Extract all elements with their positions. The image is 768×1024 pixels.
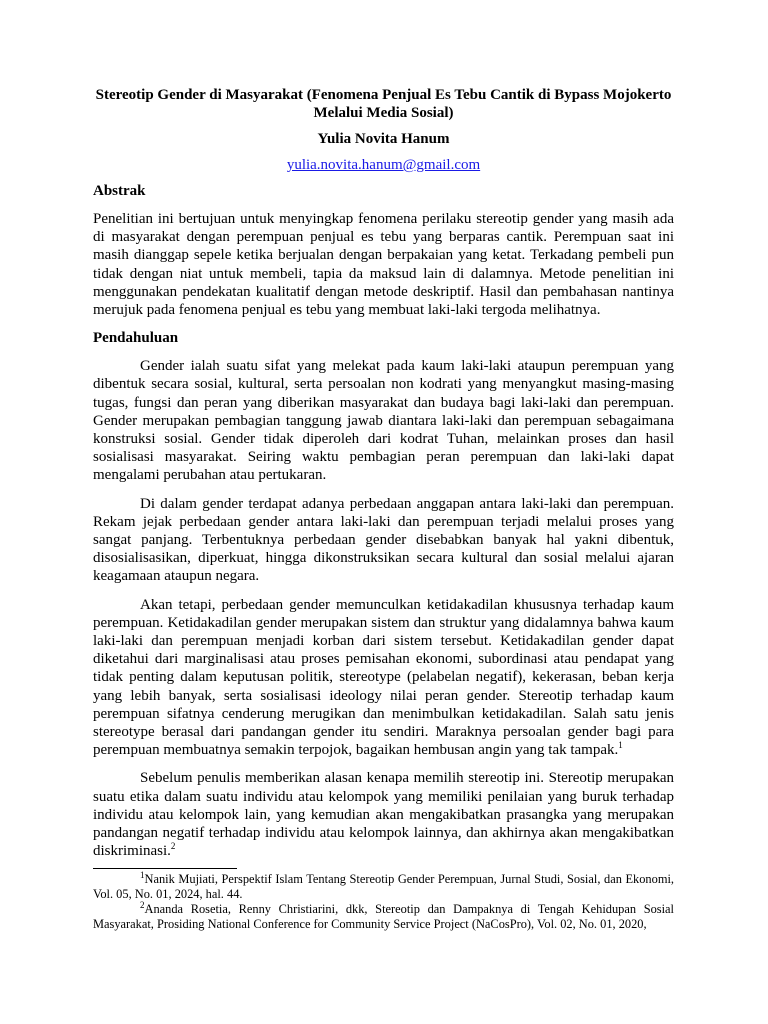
intro-paragraph-4 (93, 769, 674, 860)
footnote-1-number: 1 (140, 869, 145, 880)
intro-paragraph-3 (93, 596, 674, 760)
author-name: Yulia Novita Hanum (317, 131, 450, 147)
intro-paragraph-2: Di dalam gender terdapat adanya perbedaan anggapan antara laki-laki dan perempuan. Rekam jejak perbedaan gender antara laki-laki dan perempuan terjadi melalui proses yang sangat panjang. Terbentuknya perbedaan gender disebabkan banyak hal yakni dibentuk, disosialisasikan, diperkuat, hingga dikonstruksikan secara kultural dan sosial melalui ajaran keagamaan ataupun negara. (93, 495, 674, 585)
footnote-2 (93, 899, 674, 932)
intro-heading: Pendahuluan (93, 330, 179, 347)
paper-title: Stereotip Gender di Masyarakat (Fenomena Penjual Es Tebu Cantik di Bypass Mojokerto Melalui Media Sosial) (95, 87, 672, 121)
footnote-2-number: 2 (140, 899, 145, 910)
intro-paragraph-1: Gender ialah suatu sifat yang melekat pada kaum laki-laki ataupun perempuan yang dibentuk secara sosial, kultural, serta persoalan non kodrati yang menyangkut masing-masing tugas, fungsi dan peran yang diberikan masyarakat dan budaya bagi laki-laki dan perempuan. Gender merupakan pembagian tanggung jawab diantara laki-laki dan perempuan sebagaimana konstruksi sosial. Gender tidak diperoleh dari kodrat Tuhan, melainkan proses dan hasil sosialisasi masyarakat. Seiring waktu pembagian peran perempuan dan laki-laki dapat mengalami perubahan atau pertukaran. (93, 358, 674, 484)
abstract-text: Penelitian ini bertujuan untuk menyingkap fenomena perilaku stereotip gender yang masih ada di masyarakat dengan perempuan penjual es tebu yang berparas cantik. Perempuan saat ini masih dianggap sepele ketika berjualan dengan berpakaian yang ketat. Terkadang pembeli pun tidak dengan niat untuk membeli, tapia da maksud lain di dalamnya. Metode penelitian ini menggunakan pendekatan kualitatif dengan metode deskriptif. Hasil dan pembahasan nantinya merujuk pada fenomena penjual es tebu yang membuat laki-laki tergoda melihatnya. (93, 211, 674, 319)
footnote-divider (93, 868, 237, 869)
footnote-1-text: Nanik Mujiati, Perspektif Islam Tentang Stereotip Gender Perempuan, Jurnal Studi, Sosial, dan Ekonomi, Vol. 05, No. 01, 2024, hal. 44. (93, 871, 674, 901)
intro-paragraph-3-text: Akan tetapi, perbedaan gender memunculkan ketidakadilan khususnya terhadap kaum perempuan. Ketidakadilan gender merupakan sistem dan struktur yang didalamnya bahwa kaum laki-laki dan perempuan menjadi korban dari sistem tersebut. Ketidakadilan gender dapat diketahui dari marginalisasi atau proses pemisahan ekonomi, subordinasi atau pendapat yang tidak penting dalam keputusan politik, stereotype (pelabelan negatif), kekerasan, beban kerja yang lebih banyak, serta sosialisasi ideology nilai peran gender. Stereotip terhadap kaum perempuan sifatnya cenderung merugikan dan menimbulkan ketidakadilan. Salah satu jenis stereotype berasal dari pandangan gender itu sendiri. Maraknya persoalan gender bagi para perempuan membuatnya semakin terpojok, bagaikan hembusan angin yang tak tampak. (93, 596, 674, 759)
footnote-ref-1[interactable]: 1 (618, 740, 623, 751)
email-link[interactable]: yulia.novita.hanum@gmail.com (286, 157, 481, 173)
footnote-2-text: Ananda Rosetia, Renny Christiarini, dkk, Stereotip dan Dampaknya di Tengah Kehidupan Sosial Masyarakat, Prosiding National Conference for Community Service Project (NaCosPro), Vol. 02, No. 01, 2020, (93, 901, 674, 931)
footnote-ref-2[interactable]: 2 (170, 841, 176, 852)
intro-paragraph-4-text: Sebelum penulis memberikan alasan kenapa memilih stereotip ini. Stereotip merupakan suatu etika dalam suatu individu atau kelompok yang memiliki penilaian yang buruk terhadap individu atau kelompok lain, yang kemudian akan mengakibatkan prasangka yang merupakan pandangan negatif terhadap individu atau kelompok lainnya, dan akhirnya akan mengakibatkan diskriminasi. (93, 770, 674, 860)
page-content (93, 86, 674, 932)
abstract-heading: Abstrak (93, 183, 146, 199)
footnote-1 (93, 869, 674, 902)
author-email (93, 156, 674, 174)
